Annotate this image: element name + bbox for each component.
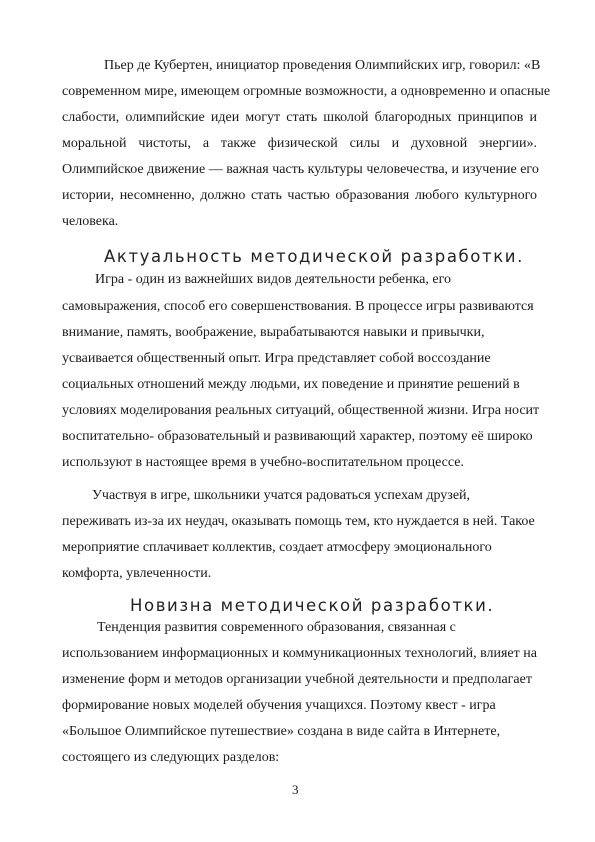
intro-line-6: истории, несомненно, должно стать частью образования любого культурного — [62, 188, 537, 203]
para1-line-2: самовыражения, способ его совершенствования. В процессе игры развиваются — [62, 299, 534, 314]
para1-line-3: внимание, память, воображение, вырабатываются навыки и привычки, — [62, 325, 485, 340]
para2-line-1: Участвуя в игре, школьники учатся радоваться успехам друзей, — [92, 488, 471, 503]
intro-line-7: человека. — [62, 214, 119, 229]
section-heading-relevance: Актуальность методической разработки. — [104, 247, 524, 266]
para1-line-5: социальных отношений между людьми, их поведение и принятие решений в — [62, 377, 520, 392]
intro-line-5: Олимпийское движение — важная часть культуры человечества, и изучение его — [62, 162, 539, 177]
para1-line-6: условиях моделирования реальных ситуаций, общественной жизни. Игра носит — [62, 403, 540, 418]
intro-line-2: современном мире, имеющем огромные возможности, а одновременно и опасные — [62, 84, 551, 99]
para2-line-2: переживать из-за их неудач, оказывать помощь тем, кто нуждается в ней. Такое — [62, 514, 535, 529]
intro-line-3: слабости, олимпийские идеи могут стать школой благородных принципов и — [62, 110, 537, 125]
para1-line-8: используют в настоящее время в учебно-воспитательном процессе. — [62, 455, 464, 470]
page-number: 3 — [292, 782, 299, 797]
para3-line-2: использованием информационных и коммуникационных технологий, влияет на — [62, 646, 537, 661]
para3-line-3: изменение форм и методов организации учебной деятельности и предполагает — [62, 672, 532, 687]
para1-line-4: усваивается общественный опыт. Игра представляет собой воссоздание — [62, 351, 491, 366]
para2-line-4: комфорта, увлеченности. — [62, 566, 212, 581]
para3-line-5: «Большое Олимпийское путешествие» создана в виде сайта в Интернете, — [62, 724, 501, 739]
para3-line-4: формирование новых моделей обучения учащихся. Поэтому квест - игра — [62, 698, 496, 713]
para1-line-1: Игра - один из важнейших видов деятельности ребенка, его — [95, 272, 451, 287]
section-heading-novelty: Новизна методической разработки. — [130, 596, 495, 615]
para1-line-7: воспитательно- образовательный и развивающий характер, поэтому её широко — [62, 429, 533, 444]
para3-line-6: состоящего из следующих разделов: — [62, 750, 280, 765]
intro-line-1: Пьер де Кубертен, инициатор проведения Олимпийских игр, говорил: «В — [104, 58, 541, 73]
para3-line-1: Тенденция развития современного образования, связанная с — [97, 620, 456, 635]
para2-line-3: мероприятие сплачивает коллектив, создает атмосферу эмоционального — [62, 540, 492, 555]
intro-line-4: моральной чистоты, а также физической силы и духовной энергии». — [62, 136, 537, 151]
